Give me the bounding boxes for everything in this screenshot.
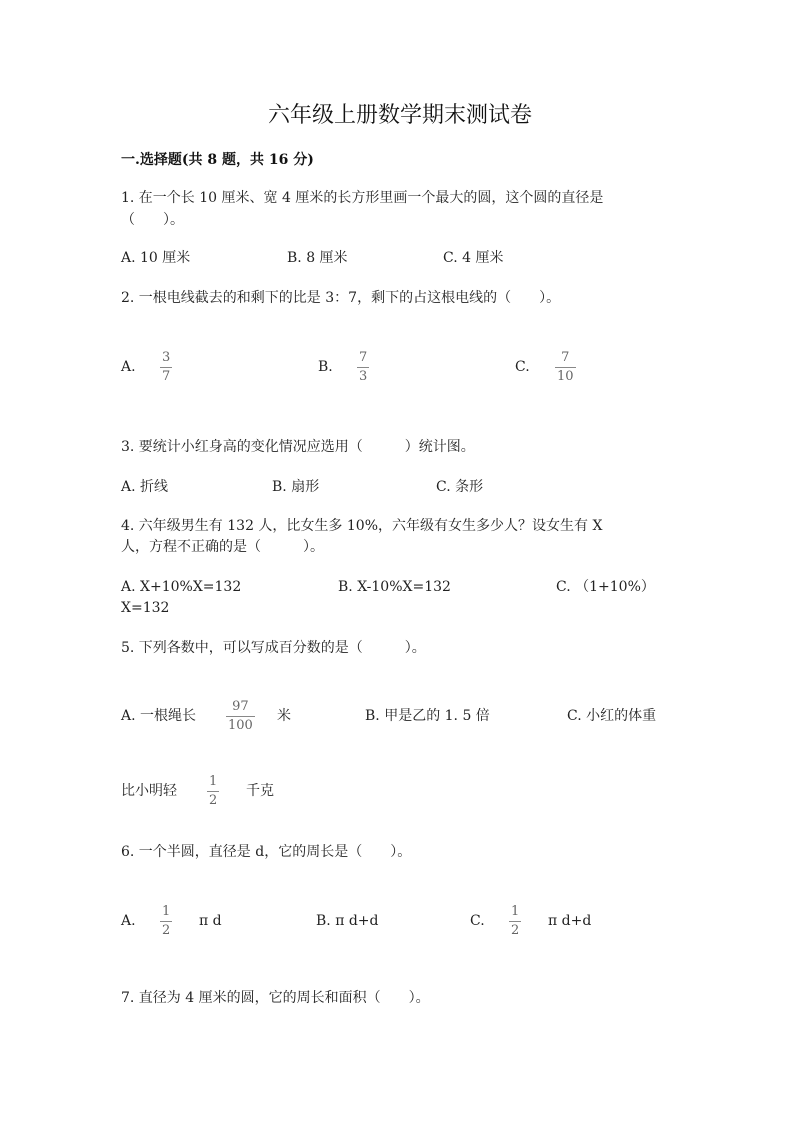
question-7-text: 7. 直径为 4 厘米的圆，它的周长和面积（ ）。 [121,990,430,1006]
fraction-bar [555,367,576,368]
question-5-option-a-fraction [226,700,255,733]
question-4-option-a: A. X+10%X=132 [121,579,242,595]
section-heading: 一.选择题(共 8 题，共 16 分) [121,152,314,168]
question-6-option-a: A. [121,913,136,929]
fraction-denominator: 2 [209,793,218,808]
question-3-option-b: B. 扇形 [272,479,320,495]
question-4-text-continued: 人，方程不正确的是（ ）。 [121,539,324,555]
question-3-text: 3. 要统计小红身高的变化情况应选用（ ）统计图。 [121,439,475,455]
question-1-option-b: B. 8 厘米 [287,250,348,266]
question-5-option-c-unit: 千克 [246,783,274,799]
question-4-option-c: C. （1+10%） [556,579,655,595]
fraction-numerator: 7 [359,350,368,365]
question-2-option-a-fraction [160,351,172,384]
fraction-denominator: 100 [228,718,253,733]
fraction-numerator: 97 [232,699,249,714]
question-5-option-a: A. 一根绳长 [121,708,197,724]
fraction-numerator: 1 [209,774,218,789]
page-title: 六年级上册数学期末测试卷 [267,103,532,128]
question-5-option-a-unit: 米 [277,708,291,724]
fraction-denominator: 3 [359,369,368,384]
question-2-option-b: B. [318,359,333,375]
fraction-denominator: 2 [162,923,171,938]
question-1-text: 1. 在一个长 10 厘米、宽 4 厘米的长方形里画一个最大的圆，这个圆的直径是 [121,190,604,206]
question-2-text: 2. 一根电线截去的和剩下的比是 3：7，剩下的占这根电线的（ ）。 [121,290,561,306]
fraction-bar [160,367,172,368]
question-5-option-c-continued: 比小明轻 [121,783,177,799]
question-2-option-b-fraction [357,351,369,384]
question-1-option-a: A. 10 厘米 [121,250,191,266]
question-6-option-a-expression: π d [199,913,222,929]
fraction-numerator: 1 [162,904,171,919]
question-5-text: 5. 下列各数中，可以写成百分数的是（ ）。 [121,640,426,656]
fraction-denominator: 7 [162,369,171,384]
question-5-option-c-fraction [207,775,219,808]
question-3-option-a: A. 折线 [121,479,169,495]
fraction-denominator: 2 [511,923,520,938]
question-4-option-b: B. X-10%X=132 [338,579,451,595]
fraction-denominator: 10 [557,369,574,384]
question-2-option-c-fraction [555,351,576,384]
question-1-option-c: C. 4 厘米 [443,250,504,266]
fraction-numerator: 7 [561,350,570,365]
question-3-option-c: C. 条形 [436,479,484,495]
fraction-bar [207,791,219,792]
question-6-option-a-fraction [160,905,172,938]
question-2-option-c: C. [515,359,530,375]
question-2-option-a: A. [121,359,136,375]
question-5-option-c: C. 小红的体重 [567,708,657,724]
fraction-bar [226,716,255,717]
fraction-numerator: 1 [511,904,520,919]
question-6-option-c-fraction [509,905,521,938]
question-6-option-b: B. π d+d [316,913,379,929]
question-5-option-b: B. 甲是乙的 1. 5 倍 [365,708,490,724]
question-1-blank: （ ）。 [121,212,184,228]
fraction-bar [357,367,369,368]
question-4-text: 4. 六年级男生有 132 人，比女生多 10%，六年级有女生多少人？设女生有 X [121,518,603,534]
fraction-numerator: 3 [162,350,171,365]
question-6-text: 6. 一个半圆，直径是 d，它的周长是（ ）。 [121,844,412,860]
fraction-bar [160,921,172,922]
question-4-option-c-continued: X=132 [121,600,170,616]
fraction-bar [509,921,521,922]
question-6-option-c-expression: π d+d [548,913,592,929]
question-6-option-c: C. [470,913,485,929]
